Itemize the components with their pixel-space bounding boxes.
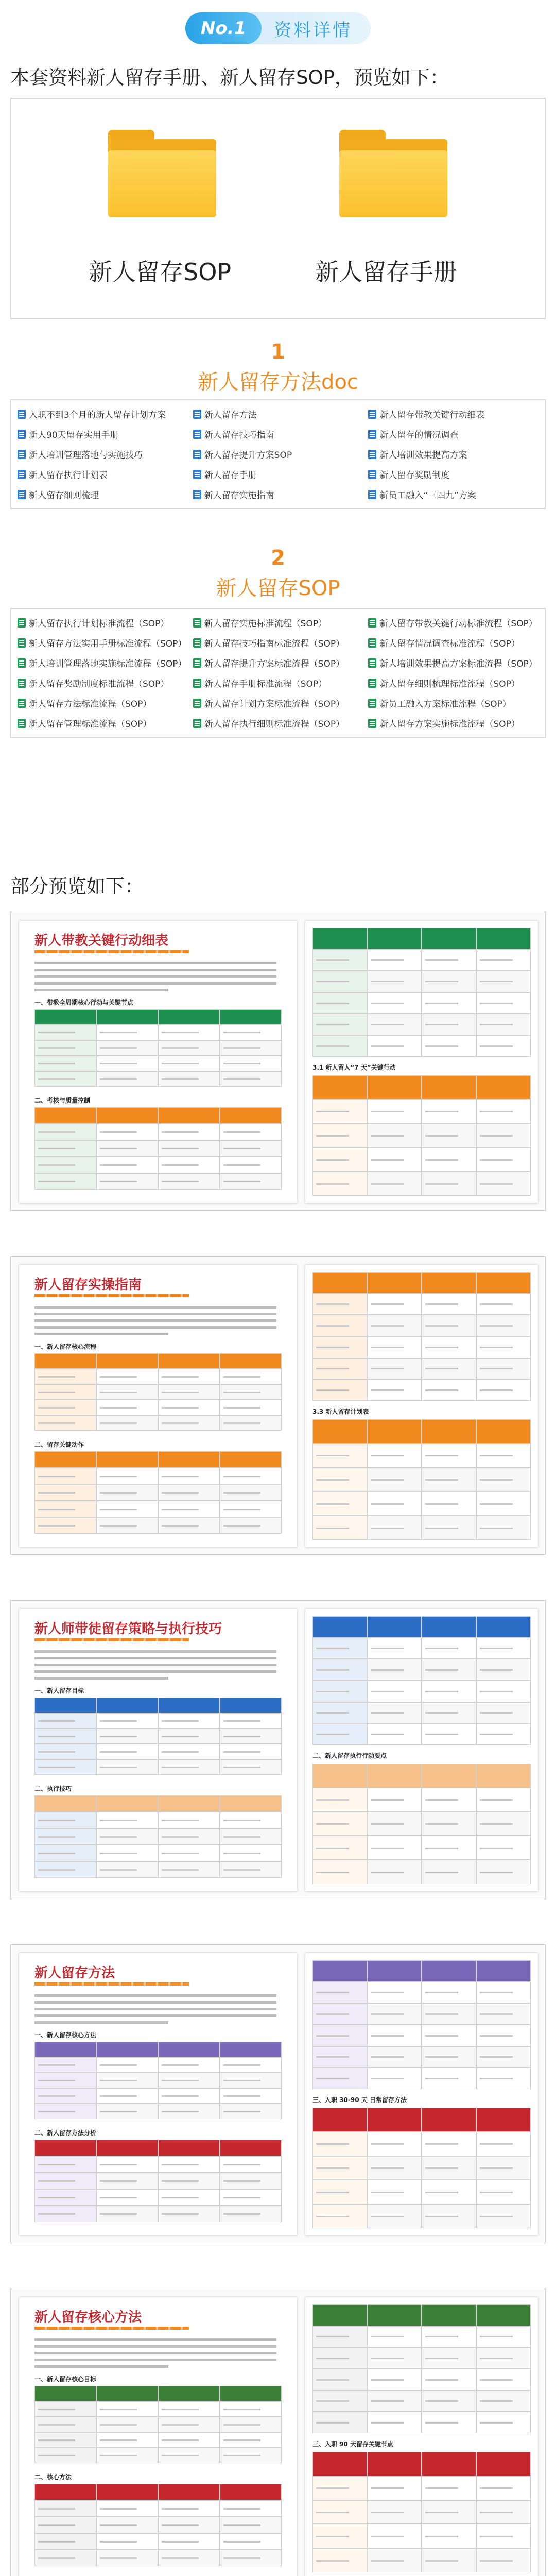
- preview-table: [34, 1698, 282, 1775]
- preview-title: 部分预览如下：: [10, 875, 144, 897]
- file-item-label: 新人留存执行计划表: [29, 470, 108, 481]
- preview-page-left: [19, 2297, 297, 2576]
- file-item[interactable]: [18, 656, 188, 669]
- preview-panel: [10, 1256, 546, 1555]
- preview-panel: [10, 912, 546, 1211]
- preview-caption: 二、新人留存方法分析: [34, 2129, 97, 2137]
- preview-table: [34, 1795, 282, 1878]
- file-item[interactable]: [193, 428, 363, 440]
- file-item-label: 新人留存手册: [204, 470, 257, 481]
- file-item-label: 新人留存执行细则标准流程（SOP）: [204, 719, 345, 730]
- document-icon: [18, 410, 26, 419]
- file-item-label: 入职不到3个月的新人留存计划方案: [29, 410, 166, 420]
- file-item-label: 新员工融入“三四九”方案: [379, 490, 476, 501]
- section-number: 2: [271, 546, 285, 570]
- preview-table: [312, 1764, 531, 1884]
- file-item[interactable]: [18, 428, 188, 440]
- file-item-label: 新人留存方案实施标准流程（SOP）: [379, 719, 520, 730]
- preview-caption: 3.3 新人留存计划表: [312, 1408, 369, 1415]
- file-list-sop: [10, 608, 546, 738]
- preview-page-right: [305, 921, 538, 1203]
- preview-doc-title: 新人带教关键行动细表: [34, 930, 189, 953]
- file-item-label: 新人培训效果提高方案: [379, 450, 467, 461]
- file-item-label: 新人留存奖励制度标准流程（SOP）: [29, 679, 169, 689]
- preview-page-left: [19, 1265, 297, 1547]
- preview-panel: [10, 1944, 546, 2243]
- file-item-label: 新人留存方法: [204, 410, 257, 420]
- document-icon: [368, 410, 376, 419]
- file-item-label: 新人留存提升方案SOP: [204, 450, 292, 461]
- file-item[interactable]: [18, 717, 188, 730]
- file-item[interactable]: [368, 408, 538, 420]
- file-item[interactable]: [368, 448, 538, 461]
- file-item[interactable]: [193, 468, 363, 481]
- preview-table: [312, 1419, 531, 1540]
- folder-label: 新人留存手册: [315, 258, 457, 286]
- file-item-label: 新人留存方法实用手册标准流程（SOP）: [29, 639, 187, 649]
- preview-table: [34, 1353, 282, 1431]
- preview-caption: 3.1 新人留人“7 天”关键行动: [312, 1064, 396, 1071]
- file-item[interactable]: [368, 488, 538, 501]
- preview-table: [34, 2042, 282, 2119]
- document-icon: [193, 430, 201, 439]
- preview-table: [312, 928, 531, 1057]
- file-item-label: 新人留存技巧指南标准流程（SOP）: [204, 639, 345, 649]
- preview-caption: 一、新人留存目标: [34, 1687, 84, 1694]
- file-item[interactable]: [368, 468, 538, 481]
- section-title: 新人留存SOP: [216, 577, 340, 600]
- document-icon: [193, 410, 201, 419]
- file-item[interactable]: [368, 428, 538, 440]
- document-icon: [18, 658, 26, 668]
- document-icon: [193, 470, 201, 479]
- section-title: 新人留存方法doc: [198, 370, 358, 394]
- preview-page-right: [305, 1953, 538, 2235]
- file-item[interactable]: [193, 636, 363, 649]
- preview-page-right: [305, 1265, 538, 1547]
- document-icon: [193, 490, 201, 499]
- preview-caption: 一、新人留存核心目标: [34, 2376, 97, 2383]
- document-icon: [193, 699, 201, 708]
- preview-caption: 三、入职 90 天留存关键节点: [312, 2441, 394, 2448]
- preview-table: [34, 1107, 282, 1190]
- file-item[interactable]: [18, 616, 188, 629]
- preview-table: [34, 1451, 282, 1534]
- preview-table: [34, 2484, 282, 2566]
- file-item[interactable]: [193, 676, 363, 689]
- file-item[interactable]: [368, 656, 538, 669]
- file-item[interactable]: [193, 448, 363, 461]
- file-item-label: 新人留存技巧指南: [204, 430, 274, 440]
- preview-doc-title: 新人师带徒留存策略与执行技巧: [34, 1618, 222, 1641]
- file-item[interactable]: [368, 697, 538, 709]
- document-icon: [18, 699, 26, 708]
- preview-caption: 二、执行技巧: [34, 1785, 72, 1792]
- document-icon: [368, 638, 376, 648]
- file-item-label: 新人留存实施标准流程（SOP）: [204, 619, 327, 629]
- file-item-label: 新人留存细则梳理标准流程（SOP）: [379, 679, 520, 689]
- preview-caption: 二、新人留存执行行动要点: [312, 1752, 387, 1759]
- file-item[interactable]: [368, 616, 538, 629]
- document-icon: [193, 618, 201, 628]
- preview-page-left: [19, 1609, 297, 1891]
- document-icon: [18, 638, 26, 648]
- file-item-label: 新人留存方法标准流程（SOP）: [29, 699, 152, 709]
- file-item[interactable]: [18, 468, 188, 481]
- preview-caption: 二、核心方法: [34, 2473, 72, 2481]
- document-icon: [368, 490, 376, 499]
- document-icon: [368, 470, 376, 479]
- file-item[interactable]: [368, 636, 538, 649]
- document-icon: [18, 490, 26, 499]
- document-icon: [368, 699, 376, 708]
- preview-caption: 一、新人留存核心方法: [34, 2031, 97, 2039]
- preview-page-left: [19, 921, 297, 1203]
- file-item[interactable]: [193, 717, 363, 730]
- preview-caption: 一、带教全周期核心行动与关键节点: [34, 999, 134, 1006]
- file-item-label: 新人培训效果提高方案标准流程（SOP）: [379, 659, 537, 669]
- file-item-label: 新员工融入方案标准流程（SOP）: [379, 699, 511, 709]
- preview-table: [312, 2452, 531, 2572]
- file-item-label: 新人留存执行计划标准流程（SOP）: [29, 619, 169, 629]
- document-icon: [368, 450, 376, 459]
- preview-table: [312, 1616, 531, 1745]
- file-item[interactable]: [18, 636, 188, 649]
- file-item[interactable]: [18, 408, 188, 420]
- document-icon: [368, 618, 376, 628]
- file-item[interactable]: [18, 676, 188, 689]
- preview-panel: [10, 2289, 546, 2576]
- document-icon: [193, 658, 201, 668]
- file-item-label: 新人留存计划方案标准流程（SOP）: [204, 699, 345, 709]
- file-item-label: 新人留存带教关键行动标准流程（SOP）: [379, 619, 537, 629]
- document-icon: [18, 679, 26, 688]
- preview-table: [34, 1009, 282, 1087]
- preview-page-right: [305, 2297, 538, 2576]
- preview-table: [34, 2140, 282, 2222]
- preview-table: [312, 2304, 531, 2433]
- file-item-label: 新人留存的情况调查: [379, 430, 459, 440]
- file-item-label: 新人留存带教关键行动细表: [379, 410, 485, 420]
- document-icon: [18, 430, 26, 439]
- preview-table: [312, 1075, 531, 1196]
- file-item-label: 新人留存细则梳理: [29, 490, 99, 501]
- file-item[interactable]: [368, 717, 538, 730]
- file-item-label: 新人留存奖励制度: [379, 470, 450, 481]
- file-item[interactable]: [18, 488, 188, 501]
- document-icon: [18, 470, 26, 479]
- preview-table: [312, 1960, 531, 2089]
- document-icon: [193, 719, 201, 728]
- document-icon: [368, 679, 376, 688]
- preview-page-right: [305, 1609, 538, 1891]
- preview-caption: 三、入职 30-90 天 日常留存方法: [312, 2096, 407, 2104]
- folder-box: [10, 98, 546, 319]
- preview-doc-title: 新人留存方法: [34, 1962, 189, 1986]
- section-badge: [0, 12, 556, 44]
- file-item[interactable]: [193, 656, 363, 669]
- intro-text: 本套资料新人留存手册、新人留存SOP，预览如下：: [10, 66, 449, 89]
- document-icon: [368, 658, 376, 668]
- preview-table: [312, 2108, 531, 2228]
- file-item[interactable]: [18, 697, 188, 709]
- file-item-label: 新人培训管理落地与实施技巧: [29, 450, 143, 461]
- file-item[interactable]: [193, 697, 363, 709]
- file-item-label: 新人90天留存实用手册: [29, 430, 119, 440]
- badge-number: No.1: [185, 12, 262, 44]
- file-item[interactable]: [193, 616, 363, 629]
- file-item-label: 新人留存情况调查标准流程（SOP）: [379, 639, 520, 649]
- preview-doc-title: 新人留存核心方法: [34, 2307, 189, 2330]
- file-item[interactable]: [368, 676, 538, 689]
- file-item-label: 新人留存实施指南: [204, 490, 274, 501]
- preview-panel: [10, 1600, 546, 1899]
- section-number: 1: [271, 340, 285, 364]
- document-icon: [193, 450, 201, 459]
- preview-caption: 二、留存关键动作: [34, 1441, 84, 1448]
- preview-table: [312, 1272, 531, 1401]
- document-icon: [193, 638, 201, 648]
- preview-caption: 二、考核与质量控制: [34, 1097, 91, 1104]
- preview-page-left: [19, 1953, 297, 2235]
- document-icon: [368, 430, 376, 439]
- folder-icon[interactable]: [339, 130, 447, 217]
- badge-label: 资料详情: [274, 20, 353, 41]
- file-item[interactable]: [193, 408, 363, 420]
- file-list-doc: [10, 399, 546, 509]
- document-icon: [193, 679, 201, 688]
- preview-table: [34, 2386, 282, 2463]
- document-icon: [18, 719, 26, 728]
- preview-caption: 一、新人留存核心流程: [34, 1343, 97, 1350]
- folder-label: 新人留存SOP: [89, 258, 232, 286]
- preview-doc-title: 新人留存实操指南: [34, 1274, 189, 1297]
- document-icon: [368, 719, 376, 728]
- folder-icon[interactable]: [108, 130, 216, 217]
- file-item-label: 新人培训管理落地实施标准流程（SOP）: [29, 659, 187, 669]
- document-icon: [18, 450, 26, 459]
- file-item-label: 新人留存管理标准流程（SOP）: [29, 719, 152, 730]
- file-item-label: 新人留存提升方案标准流程（SOP）: [204, 659, 345, 669]
- file-item[interactable]: [18, 448, 188, 461]
- file-item-label: 新人留存手册标准流程（SOP）: [204, 679, 327, 689]
- file-item[interactable]: [193, 488, 363, 501]
- document-icon: [18, 618, 26, 628]
